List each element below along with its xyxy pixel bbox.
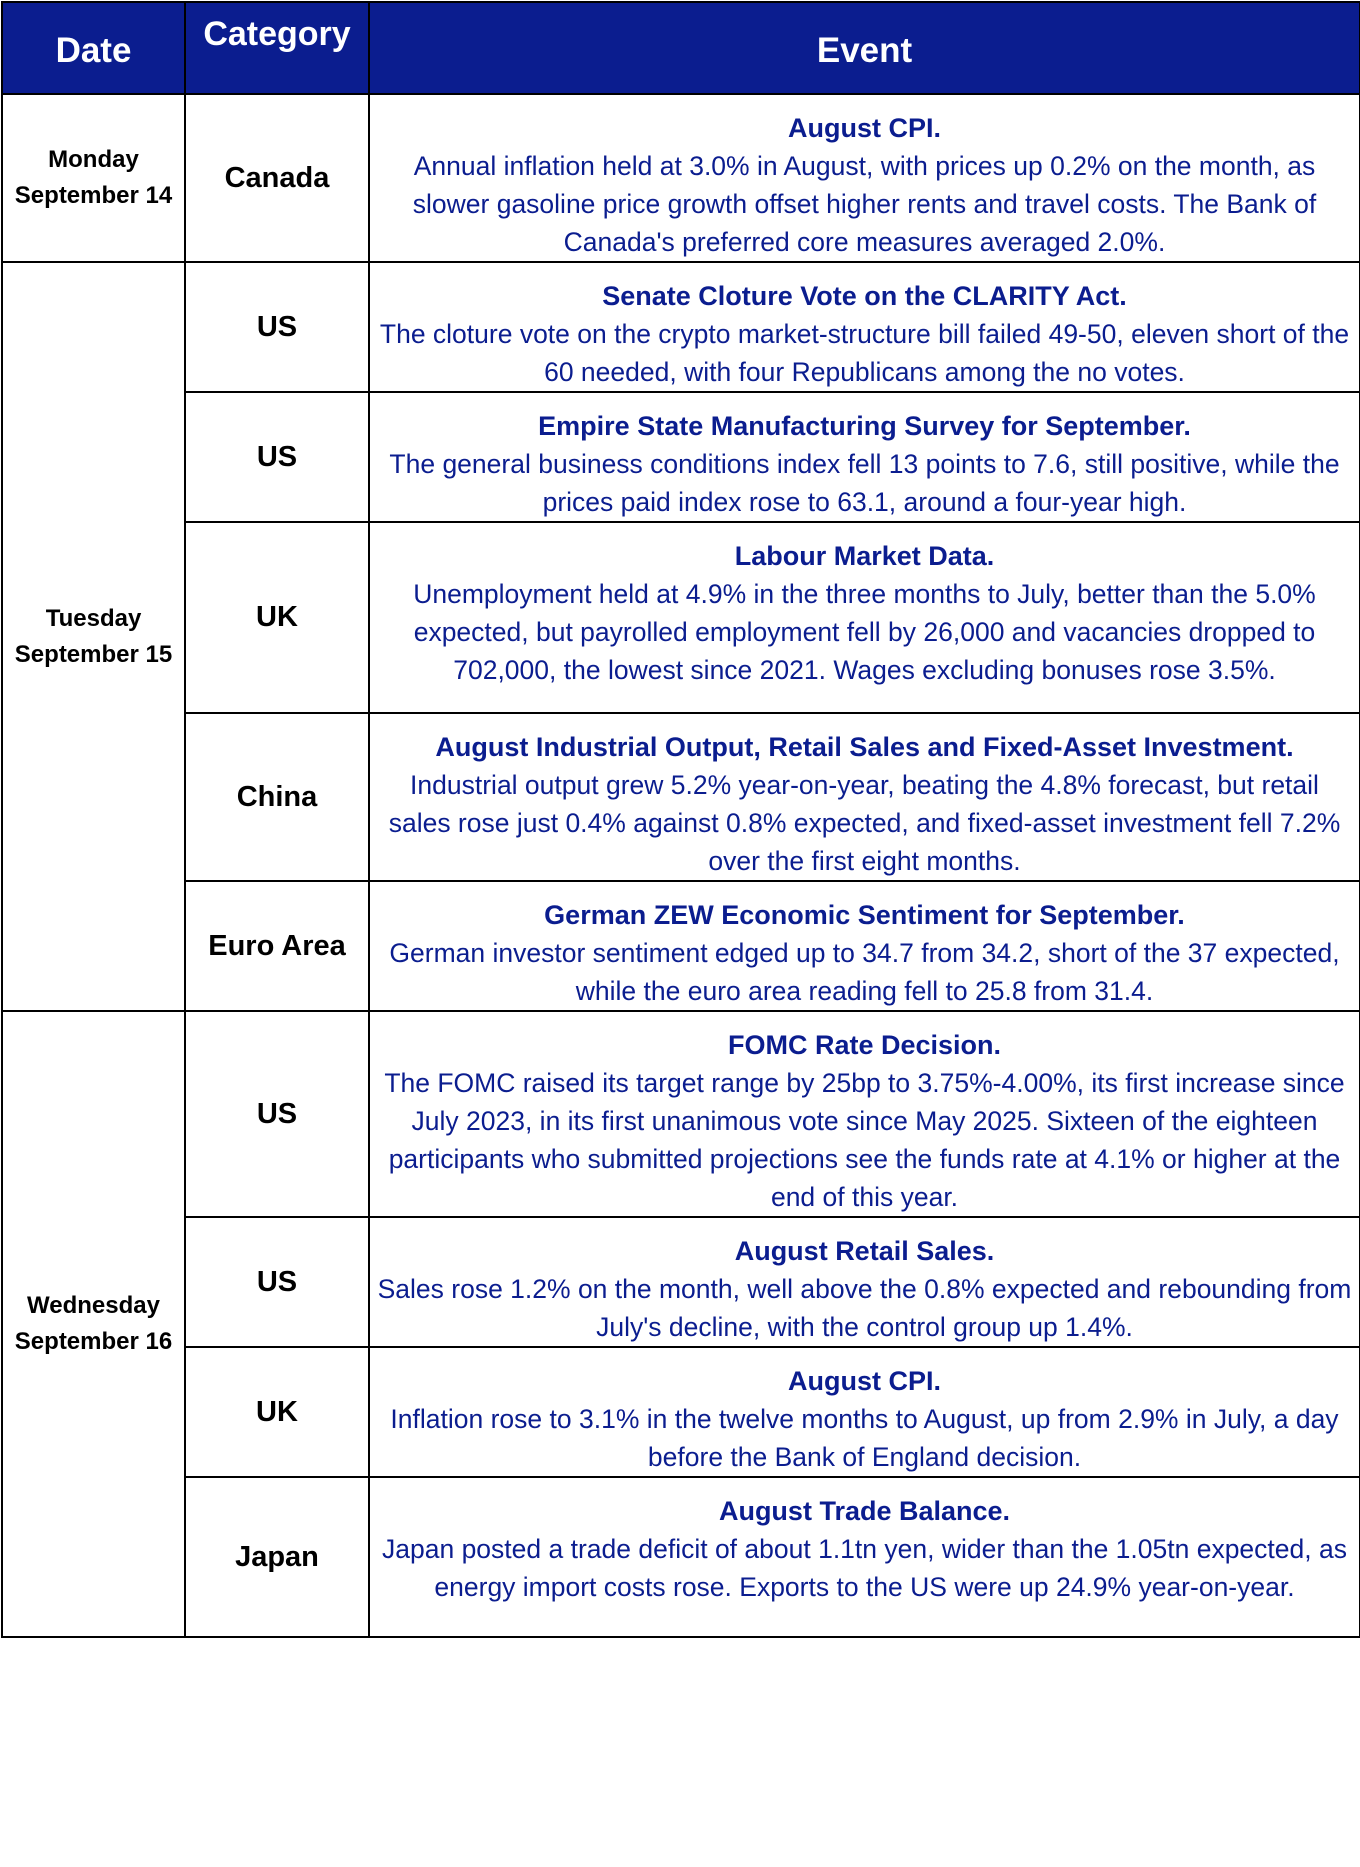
category-cell: UK xyxy=(185,522,369,713)
header-date: Date xyxy=(2,2,185,94)
event-cell xyxy=(369,1347,1360,1477)
date-label: September 16 xyxy=(14,1328,173,1355)
event-description: Sales rose 1.2% on the month, well above the 0.8% expected and rebounding from July's decline, with the control group up 1.4%. xyxy=(377,1274,1352,1342)
event-cell xyxy=(369,881,1360,1011)
table-row xyxy=(2,1217,1360,1347)
table-row xyxy=(2,1347,1360,1477)
event-title: August Trade Balance. xyxy=(718,1496,1011,1526)
category-cell: Canada xyxy=(185,94,369,262)
event-description: Annual inflation held at 3.0% in August, with prices up 0.2% on the month, as slower gasoline price growth offset higher rents and travel costs. The Bank of Canada's preferred core measures averaged 2.0%. xyxy=(412,151,1317,257)
event-title: August Retail Sales. xyxy=(734,1236,995,1266)
date-label: September 15 xyxy=(14,640,173,668)
event-title: FOMC Rate Decision. xyxy=(727,1030,1002,1060)
category-cell: China xyxy=(185,713,369,881)
event-description: Industrial output grew 5.2% year-on-year, beating the 4.8% forecast, but retail sales rose just 0.4% against 0.8% expected, and fixed-asset investment fell 7.2% over the first eight months. xyxy=(388,770,1341,876)
day-label: Tuesday xyxy=(45,604,142,632)
event-description: The general business conditions index fell 13 points to 7.6, still positive, while the prices paid index rose to 63.1, around a four-year high. xyxy=(389,449,1340,517)
day-label: Wednesday xyxy=(27,1292,160,1319)
date-label: September 14 xyxy=(14,182,173,209)
category-cell: US xyxy=(185,262,369,392)
date-cell xyxy=(2,94,185,262)
event-description: Japan posted a trade deficit of about 1.1tn yen, wider than the 1.05tn expected, as energy import costs rose. Exports to the US were up 24.9% year-on-year. xyxy=(382,1534,1347,1602)
event-description: Unemployment held at 4.9% in the three months to July, better than the 5.0% expected, but payrolled employment fell by 26,000 and vacancies dropped to 702,000, the lowest since 2021. Wages excluding bonuses rose 3.5%. xyxy=(413,579,1316,685)
event-description: The cloture vote on the crypto market-structure bill failed 49-50, eleven short of the 60 needed, with four Republicans among the no votes. xyxy=(379,319,1350,387)
event-calendar-table xyxy=(1,1,1360,1638)
table-row xyxy=(2,1011,1360,1217)
event-cell xyxy=(369,713,1360,881)
event-cell xyxy=(369,522,1360,713)
event-title: August CPI. xyxy=(788,1366,941,1396)
event-title: German ZEW Economic Sentiment for September. xyxy=(544,900,1185,930)
event-description: Inflation rose to 3.1% in the twelve months to August, up from 2.9% in July, a day before the Bank of England decision. xyxy=(390,1404,1339,1472)
category-cell: Japan xyxy=(185,1477,369,1637)
date-cell xyxy=(2,1011,185,1637)
event-cell xyxy=(369,262,1360,392)
header-event: Event xyxy=(369,2,1360,94)
category-cell: US xyxy=(185,1011,369,1217)
event-description: The FOMC raised its target range by 25bp to 3.75%-4.00%, its first increase since July 2023, in its first unanimous vote since May 2025. Sixteen of the eighteen participants who submitted projections see the funds rate at 4.1% or higher at the end of this year. xyxy=(384,1068,1345,1212)
category-cell: Euro Area xyxy=(185,881,369,1011)
header-category: Category xyxy=(185,2,369,94)
table-row xyxy=(2,713,1360,881)
event-cell xyxy=(369,94,1360,262)
event-cell xyxy=(369,1011,1360,1217)
table-row xyxy=(2,522,1360,713)
event-title: Senate Cloture Vote on the CLARITY Act. xyxy=(602,281,1127,311)
event-cell xyxy=(369,1477,1360,1637)
event-title: August Industrial Output, Retail Sales and Fixed-Asset Investment. xyxy=(435,732,1294,762)
category-cell: UK xyxy=(185,1347,369,1477)
event-cell xyxy=(369,1217,1360,1347)
table-row xyxy=(2,94,1360,262)
event-cell xyxy=(369,392,1360,522)
date-cell xyxy=(2,262,185,1011)
category-cell: US xyxy=(185,1217,369,1347)
table-row xyxy=(2,392,1360,522)
header-row xyxy=(2,2,1360,94)
event-title: Empire State Manufacturing Survey for September. xyxy=(538,411,1191,441)
event-title: Labour Market Data. xyxy=(734,541,995,571)
category-cell: US xyxy=(185,392,369,522)
event-title: August CPI. xyxy=(788,113,941,143)
day-label: Monday xyxy=(48,146,139,173)
event-description: German investor sentiment edged up to 34.7 from 34.2, short of the 37 expected, while the euro area reading fell to 25.8 from 31.4. xyxy=(389,938,1340,1006)
table-row xyxy=(2,881,1360,1011)
table-row xyxy=(2,1477,1360,1637)
table-row xyxy=(2,262,1360,392)
